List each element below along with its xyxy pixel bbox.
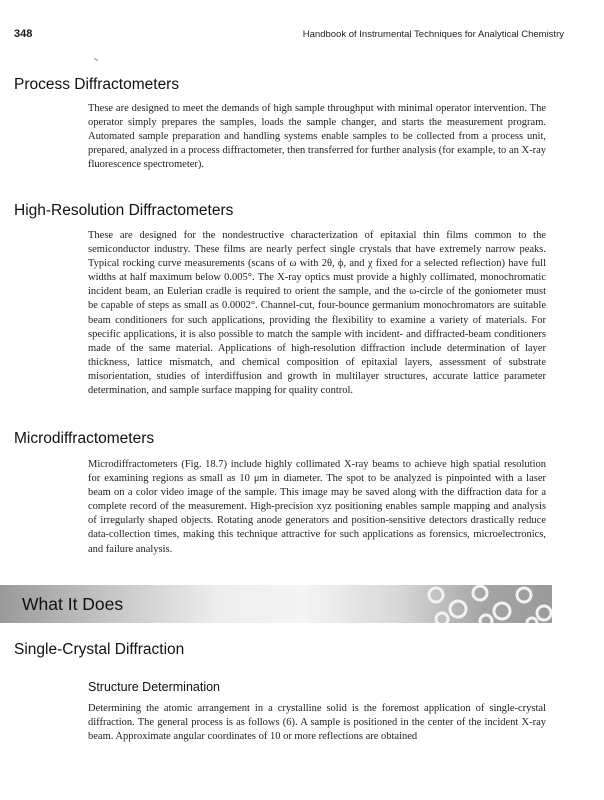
heading-microdiffractometers: Microdiffractometers xyxy=(14,430,155,447)
paragraph-microdiffractometers: Microdiffractometers (Fig. 18.7) include highly collimated X-ray beams to achieve high spatial resolution for examining regions as small as 10 μm in diameter. The spot to be analyzed is pinpointed with a laser beam on a color video image of the sample. This image may be saved along with the diffraction data for a complete record of the measurement. High-precision xyz positioning enables sample mapping and analysis of irregularly shaped objects. Rotating anode generators and position-sensitive detectors drastically reduce data-collection times, making this technique attractive for such applications as forensics, microelectronics, and failure analysis. xyxy=(88,459,546,555)
scan-mark xyxy=(94,58,98,61)
heading-single-crystal-diffraction: Single-Crystal Diffraction xyxy=(14,641,185,658)
paragraph-process-diffractometers: These are designed to meet the demands of high sample throughput with minimal operator intervention. The operator simply prepares the samples, loads the sample changer, and starts the measurement program. Automated sample preparation and handling systems enable samples to be collected from a process unit, prepared, analyzed in a process diffractometer, then transferred for further analysis (for example, to an X-ray fluorescence spectrometer). xyxy=(88,103,546,171)
running-title: Handbook of Instrumental Techniques for Analytical Chemistry xyxy=(302,29,564,40)
page-number: 348 xyxy=(14,28,33,40)
heading-process-diffractometers: Process Diffractometers xyxy=(14,76,180,93)
section-banner xyxy=(0,585,552,623)
subheading-structure-determination: Structure Determination xyxy=(88,680,221,694)
crystal-texture-graphic xyxy=(422,585,552,623)
heading-high-resolution-diffractometers: High-Resolution Diffractometers xyxy=(14,202,234,219)
paragraph-high-resolution-diffractometers: These are designed for the nondestructive characterization of epitaxial thin films common to the semiconductor industry. These films are nearly perfect single crystals that have extremely narrow peaks. Typical rocking curve measurements (scans of ω with 2θ, ϕ, and χ fixed for a selected reflection) have full widths at half maximum below 0.005°. The X-ray optics must provide a highly collimated, monochromatic incident beam, an Eulerian cradle is required to orient the sample, and the ω-circle of the goniometer must be capable of steps as small as 0.0002°. Channel-cut, four-bounce germanium monochromators are suitable beam conditioners for such applications, providing the flexibility to examine a variety of materials. For specific applications, it is also possible to match the sample with incident- and diffracted-beam conditioners made of the same material. Applications of high-resolution diffraction include determination of layer thickness, lattice mismatch, and chemical composition of epitaxial layers, assessment of substrate misorientation, studies of interdiffusion and growth in multilayer structures, accurate lattice parameter determination, and sample surface mapping for quality control. xyxy=(88,230,546,397)
paragraph-structure-determination: Determining the atomic arrangement in a crystalline solid is the foremost application of single-crystal diffraction. The general process is as follows (6). A sample is positioned in the center of the incident X-ray beam. Approximate angular coordinates of 10 or more reflections are obtained xyxy=(88,703,546,743)
banner-title: What It Does xyxy=(22,594,124,614)
